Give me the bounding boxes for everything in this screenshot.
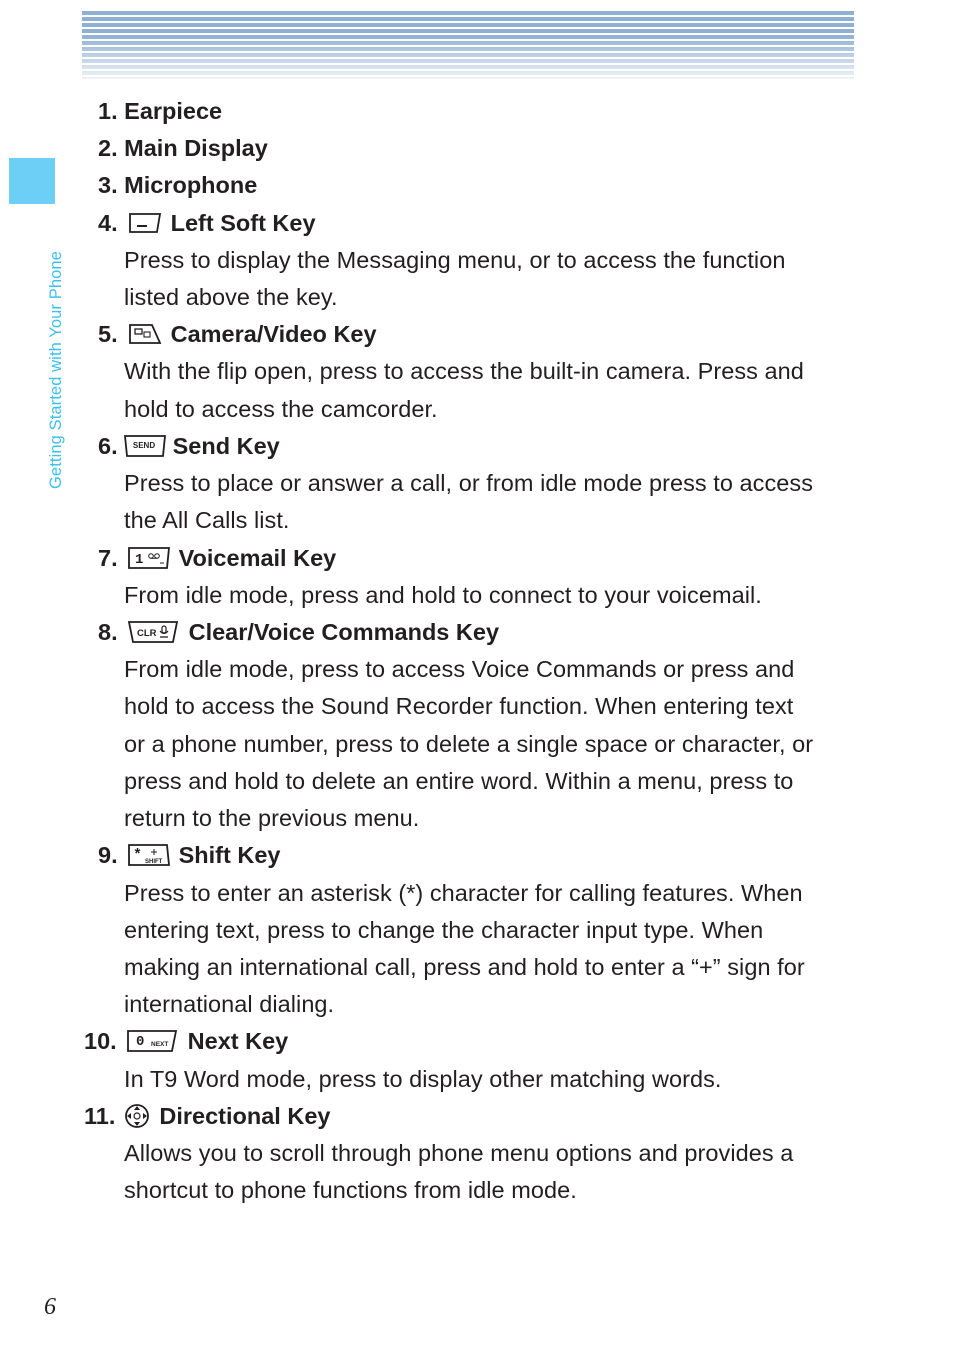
left-soft-key-icon (127, 211, 163, 235)
item-title: Main Display (124, 135, 268, 161)
item-description-line: Press to enter an asterisk (*) character for calling features. When (124, 880, 803, 906)
item-description-line: Press to place or answer a call, or from idle mode press to access (124, 470, 813, 496)
list-item-heading (98, 96, 222, 126)
item-description-line: international dialing. (124, 991, 335, 1017)
item-number: 1. (98, 98, 118, 124)
item-description-line: In T9 Word mode, press to display other matching words. (124, 1066, 722, 1092)
item-title: Earpiece (124, 98, 223, 124)
list-item-heading (98, 617, 499, 647)
item-title: Voicemail Key (178, 545, 337, 571)
item-description-line: entering text, press to change the character input type. When (124, 917, 764, 943)
item-number: 5. (98, 321, 118, 347)
item-description-line: With the flip open, press to access the built-in camera. Press and (124, 358, 804, 384)
clear-key-text: CLR (136, 627, 157, 639)
item-title: Shift Key (178, 842, 281, 868)
send-key-icon (123, 433, 167, 459)
item-description-line: or a phone number, press to delete a single space or character, or (124, 731, 814, 757)
camera-key-icon (127, 322, 163, 346)
item-number: 11. (84, 1103, 116, 1129)
item-description-line: shortcut to phone functions from idle mode. (124, 1177, 577, 1203)
item-number: 4. (98, 210, 118, 236)
list-item-heading (98, 208, 316, 238)
list-item-heading (84, 1101, 330, 1132)
item-title: Next Key (187, 1028, 289, 1054)
list-item-heading (98, 133, 268, 163)
item-description-line: listed above the key. (124, 284, 338, 310)
next-key-text: NEXT (150, 1040, 169, 1048)
item-description-line: From idle mode, press and hold to connect to your voicemail. (124, 582, 762, 608)
next-key-icon (126, 1028, 178, 1054)
item-number: 7. (98, 545, 118, 571)
list-item-heading (98, 319, 377, 349)
item-title: Send Key (172, 433, 280, 459)
item-description-line: hold to access the camcorder. (124, 396, 438, 422)
item-description-line: making an international call, press and hold to enter a “+” sign for (124, 954, 805, 980)
item-number: 6. (98, 433, 118, 459)
item-number: 10. (84, 1028, 117, 1054)
directional-key-icon (123, 1102, 151, 1130)
item-title: Left Soft Key (170, 210, 316, 236)
svg-text:0: 0 (135, 1033, 145, 1050)
item-description-line: return to the previous menu. (124, 805, 420, 831)
page-number: 6 (44, 1294, 56, 1320)
list-item-heading (98, 431, 280, 461)
list-item-heading (98, 543, 336, 573)
item-number: 8. (98, 619, 118, 645)
item-description-line: the All Calls list. (124, 507, 290, 533)
clear-key-icon (127, 619, 179, 645)
item-description-line: Press to display the Messaging menu, or to access the function (124, 247, 786, 273)
list-item-heading (98, 170, 257, 200)
voicemail-key-text: 1 (134, 551, 144, 568)
item-title: Directional Key (159, 1103, 331, 1129)
header-stripe-banner (82, 11, 854, 79)
shift-key-text: SHIFT (144, 858, 162, 865)
list-item-heading (84, 1026, 288, 1056)
item-title: Camera/Video Key (170, 321, 377, 347)
shift-key-icon (127, 842, 171, 868)
item-number: 9. (98, 842, 118, 868)
item-number: 2. (98, 135, 118, 161)
item-description-line: hold to access the Sound Recorder function. When entering text (124, 693, 794, 719)
item-description-line: Allows you to scroll through phone menu options and provides a (124, 1140, 794, 1166)
svg-text:*: * (132, 846, 142, 864)
list-item-heading (98, 840, 280, 870)
item-description-line: press and hold to delete an entire word. Within a menu, press to (124, 768, 794, 794)
section-tab-marker (9, 158, 55, 204)
voicemail-key-icon (127, 545, 171, 571)
item-title: Microphone (124, 172, 258, 198)
section-side-label: Getting Started with Your Phone (47, 251, 65, 489)
item-title: Clear/Voice Commands Key (188, 619, 500, 645)
item-number: 3. (98, 172, 118, 198)
item-description-line: From idle mode, press to access Voice Commands or press and (124, 656, 795, 682)
send-key-text: SEND (132, 440, 155, 450)
